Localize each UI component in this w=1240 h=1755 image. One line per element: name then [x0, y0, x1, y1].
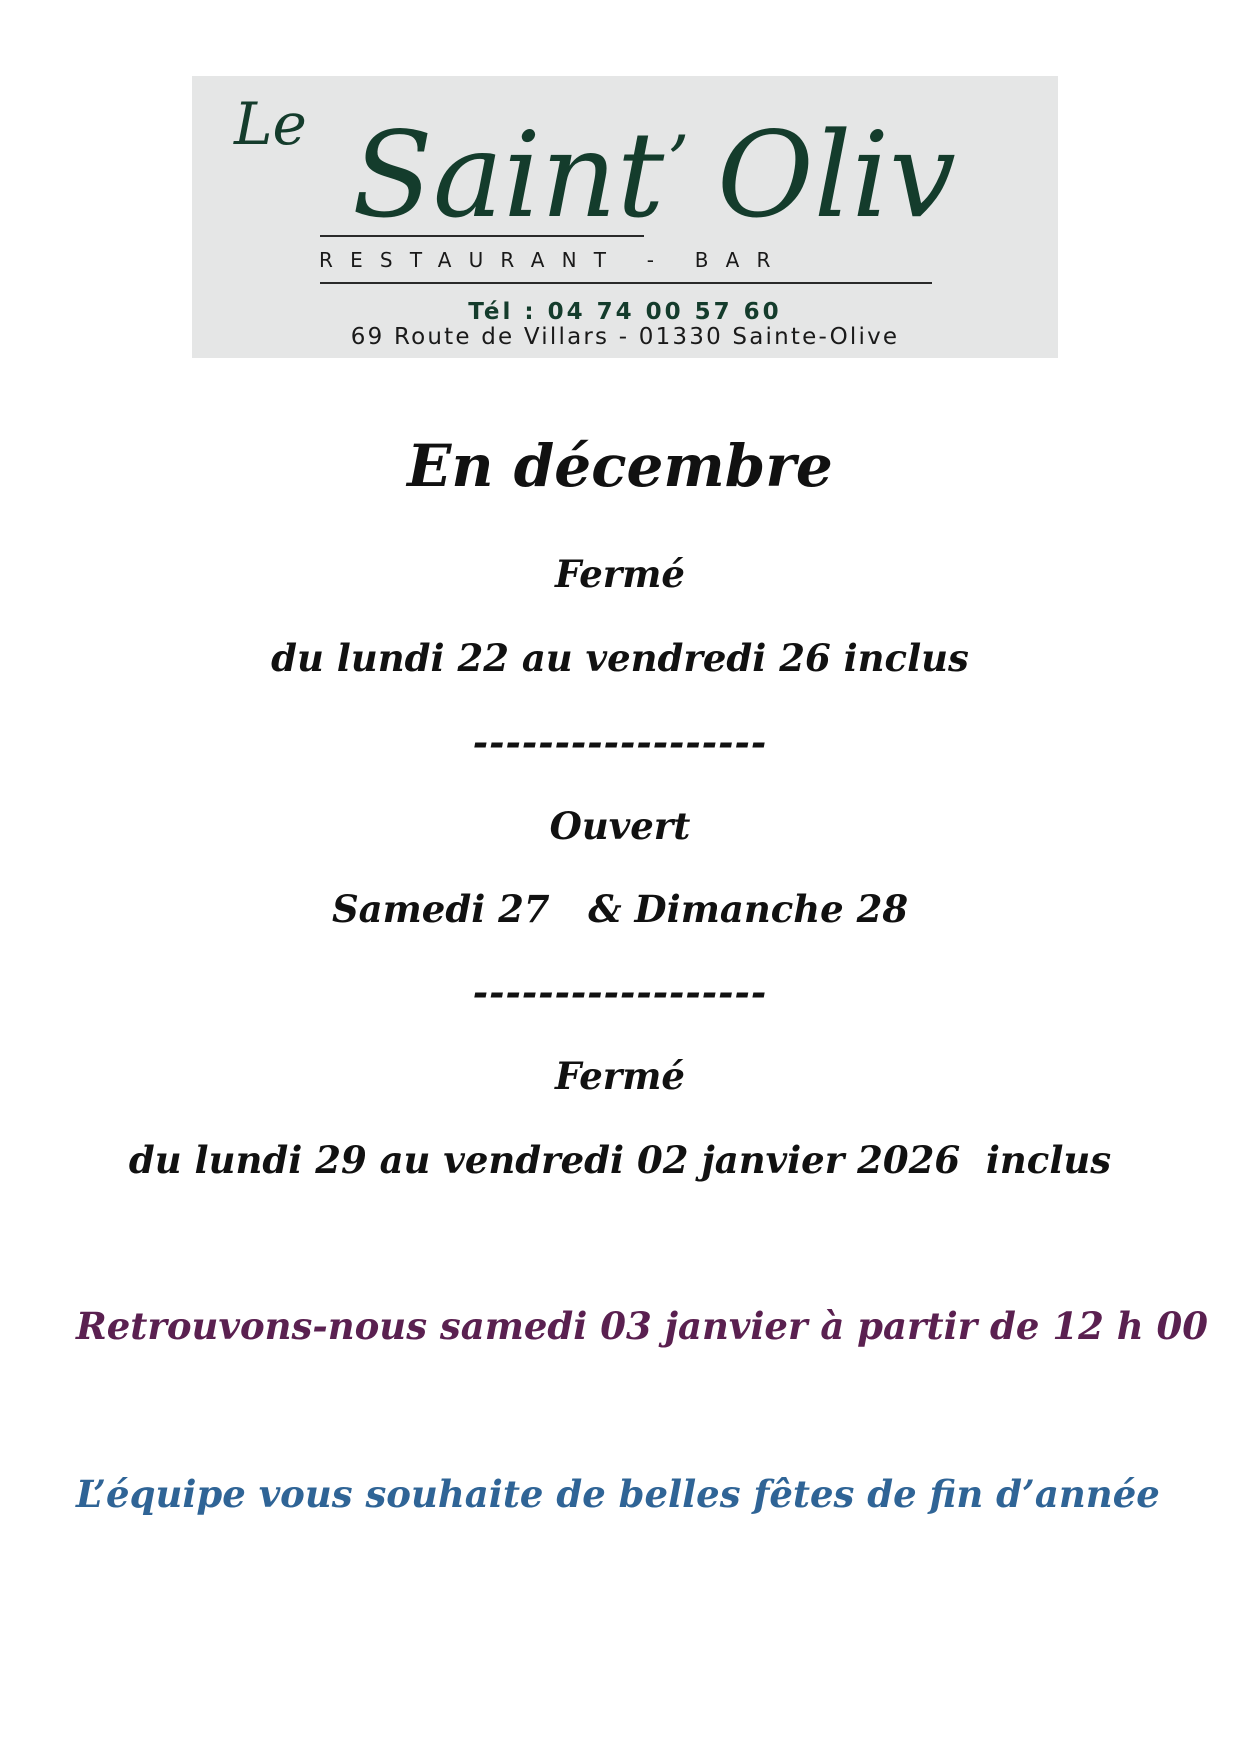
closed-dates-1: du lundi 22 au vendredi 26 inclus: [271, 636, 969, 680]
logo-wordmark-suffix: Oliv: [717, 106, 956, 244]
logo-tagline: RESTAURANT - BAR: [319, 248, 788, 272]
logo-wordmark-main: Saint: [352, 106, 665, 244]
logo-address: 69 Route de Villars - 01330 Sainte-Olive: [350, 324, 900, 350]
page-title: En décembre: [407, 432, 833, 500]
separator-1: ------------------: [472, 720, 768, 764]
closed-dates-2: du lundi 29 au vendredi 02 janvier 2026 inclus: [128, 1138, 1112, 1182]
closed-label-2: Fermé: [555, 1054, 685, 1098]
separator-2: ------------------: [472, 970, 768, 1014]
restaurant-logo: [192, 76, 1058, 358]
logo-wordmark-apostrophe: ’: [667, 121, 690, 203]
reopen-message: Retrouvons-nous samedi 03 janvier à partir de 12 h 00: [76, 1304, 1208, 1348]
open-label: Ouvert: [549, 804, 691, 848]
logo-wordmark-prefix: Le: [234, 90, 307, 158]
closed-label-1: Fermé: [555, 552, 685, 596]
logo-phone: Tél : 04 74 00 57 60: [468, 299, 782, 325]
wishes-message: L’équipe vous souhaite de belles fêtes de fin d’année: [76, 1472, 1160, 1516]
open-dates: Samedi 27 & Dimanche 28: [331, 887, 909, 931]
